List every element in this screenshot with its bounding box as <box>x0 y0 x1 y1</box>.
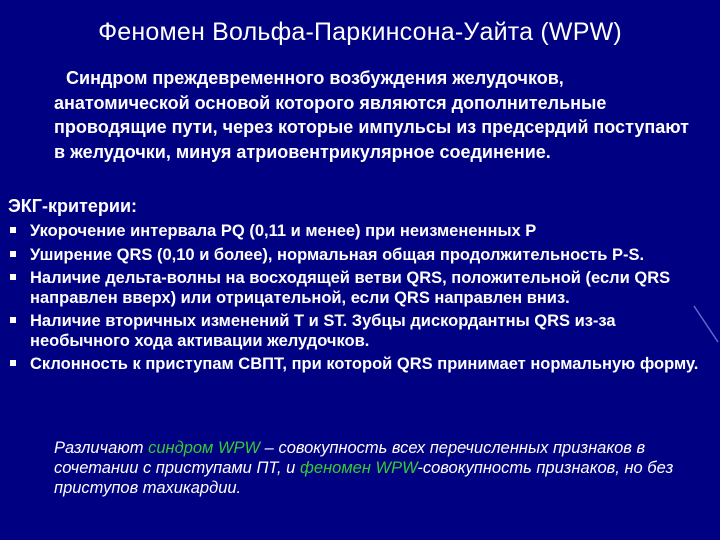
criteria-heading: ЭКГ-критерии: <box>8 196 138 216</box>
list-item <box>8 269 708 308</box>
criterion-text: Наличие дельта-волны на восходящей ветви QRS, положительной (если QRS направлен вверх) или отрицательной, если QRS направлен вниз. <box>30 269 671 307</box>
summary-text-2: – совокупность всех перечисленных признаков в сочетании с приступами ПТ, и <box>54 439 646 477</box>
list-item <box>8 222 708 242</box>
term-syndrome-wpw: синдром WPW <box>148 439 261 457</box>
intro-text: Синдром преждевременного возбуждения желудочков, анатомической основой которого являются дополнительные проводящие пути, через которые импульсы из предсердий поступают в желудочки, минуя атриовентрикулярное соединение. <box>54 68 689 162</box>
list-item <box>8 246 708 266</box>
square-bullet-icon <box>10 360 16 366</box>
square-bullet-icon <box>10 274 16 280</box>
summary-paragraph <box>54 438 694 498</box>
intro-paragraph <box>54 66 694 164</box>
criterion-text: Склонность к приступам СВПТ, при которой QRS принимает нормальную форму. <box>30 355 699 373</box>
decorative-line-icon <box>690 300 720 360</box>
summary-text-1: Различают <box>54 439 149 457</box>
term-phenomenon-wpw: феномен WPW <box>299 459 418 477</box>
criterion-text: Укорочение интервала PQ (0,11 и менее) при неизмененных Р <box>30 222 537 240</box>
square-bullet-icon <box>10 251 16 257</box>
list-item <box>8 355 708 375</box>
summary-text-3: -совокупность признаков, но без приступов тахикардии. <box>54 459 674 497</box>
list-item <box>8 312 708 351</box>
square-bullet-icon <box>10 317 16 323</box>
square-bullet-icon <box>10 227 16 233</box>
criterion-text: Наличие вторичных изменений T и ST. Зубцы дискордантны QRS из-за необычного хода активации желудочков. <box>30 312 616 350</box>
criteria-list <box>8 222 708 379</box>
slide-title: Феномен Вольфа-Паркинсона-Уайта (WPW) <box>98 18 622 46</box>
criterion-text: Уширение QRS (0,10 и более), нормальная общая продолжительность P-S. <box>30 245 645 264</box>
